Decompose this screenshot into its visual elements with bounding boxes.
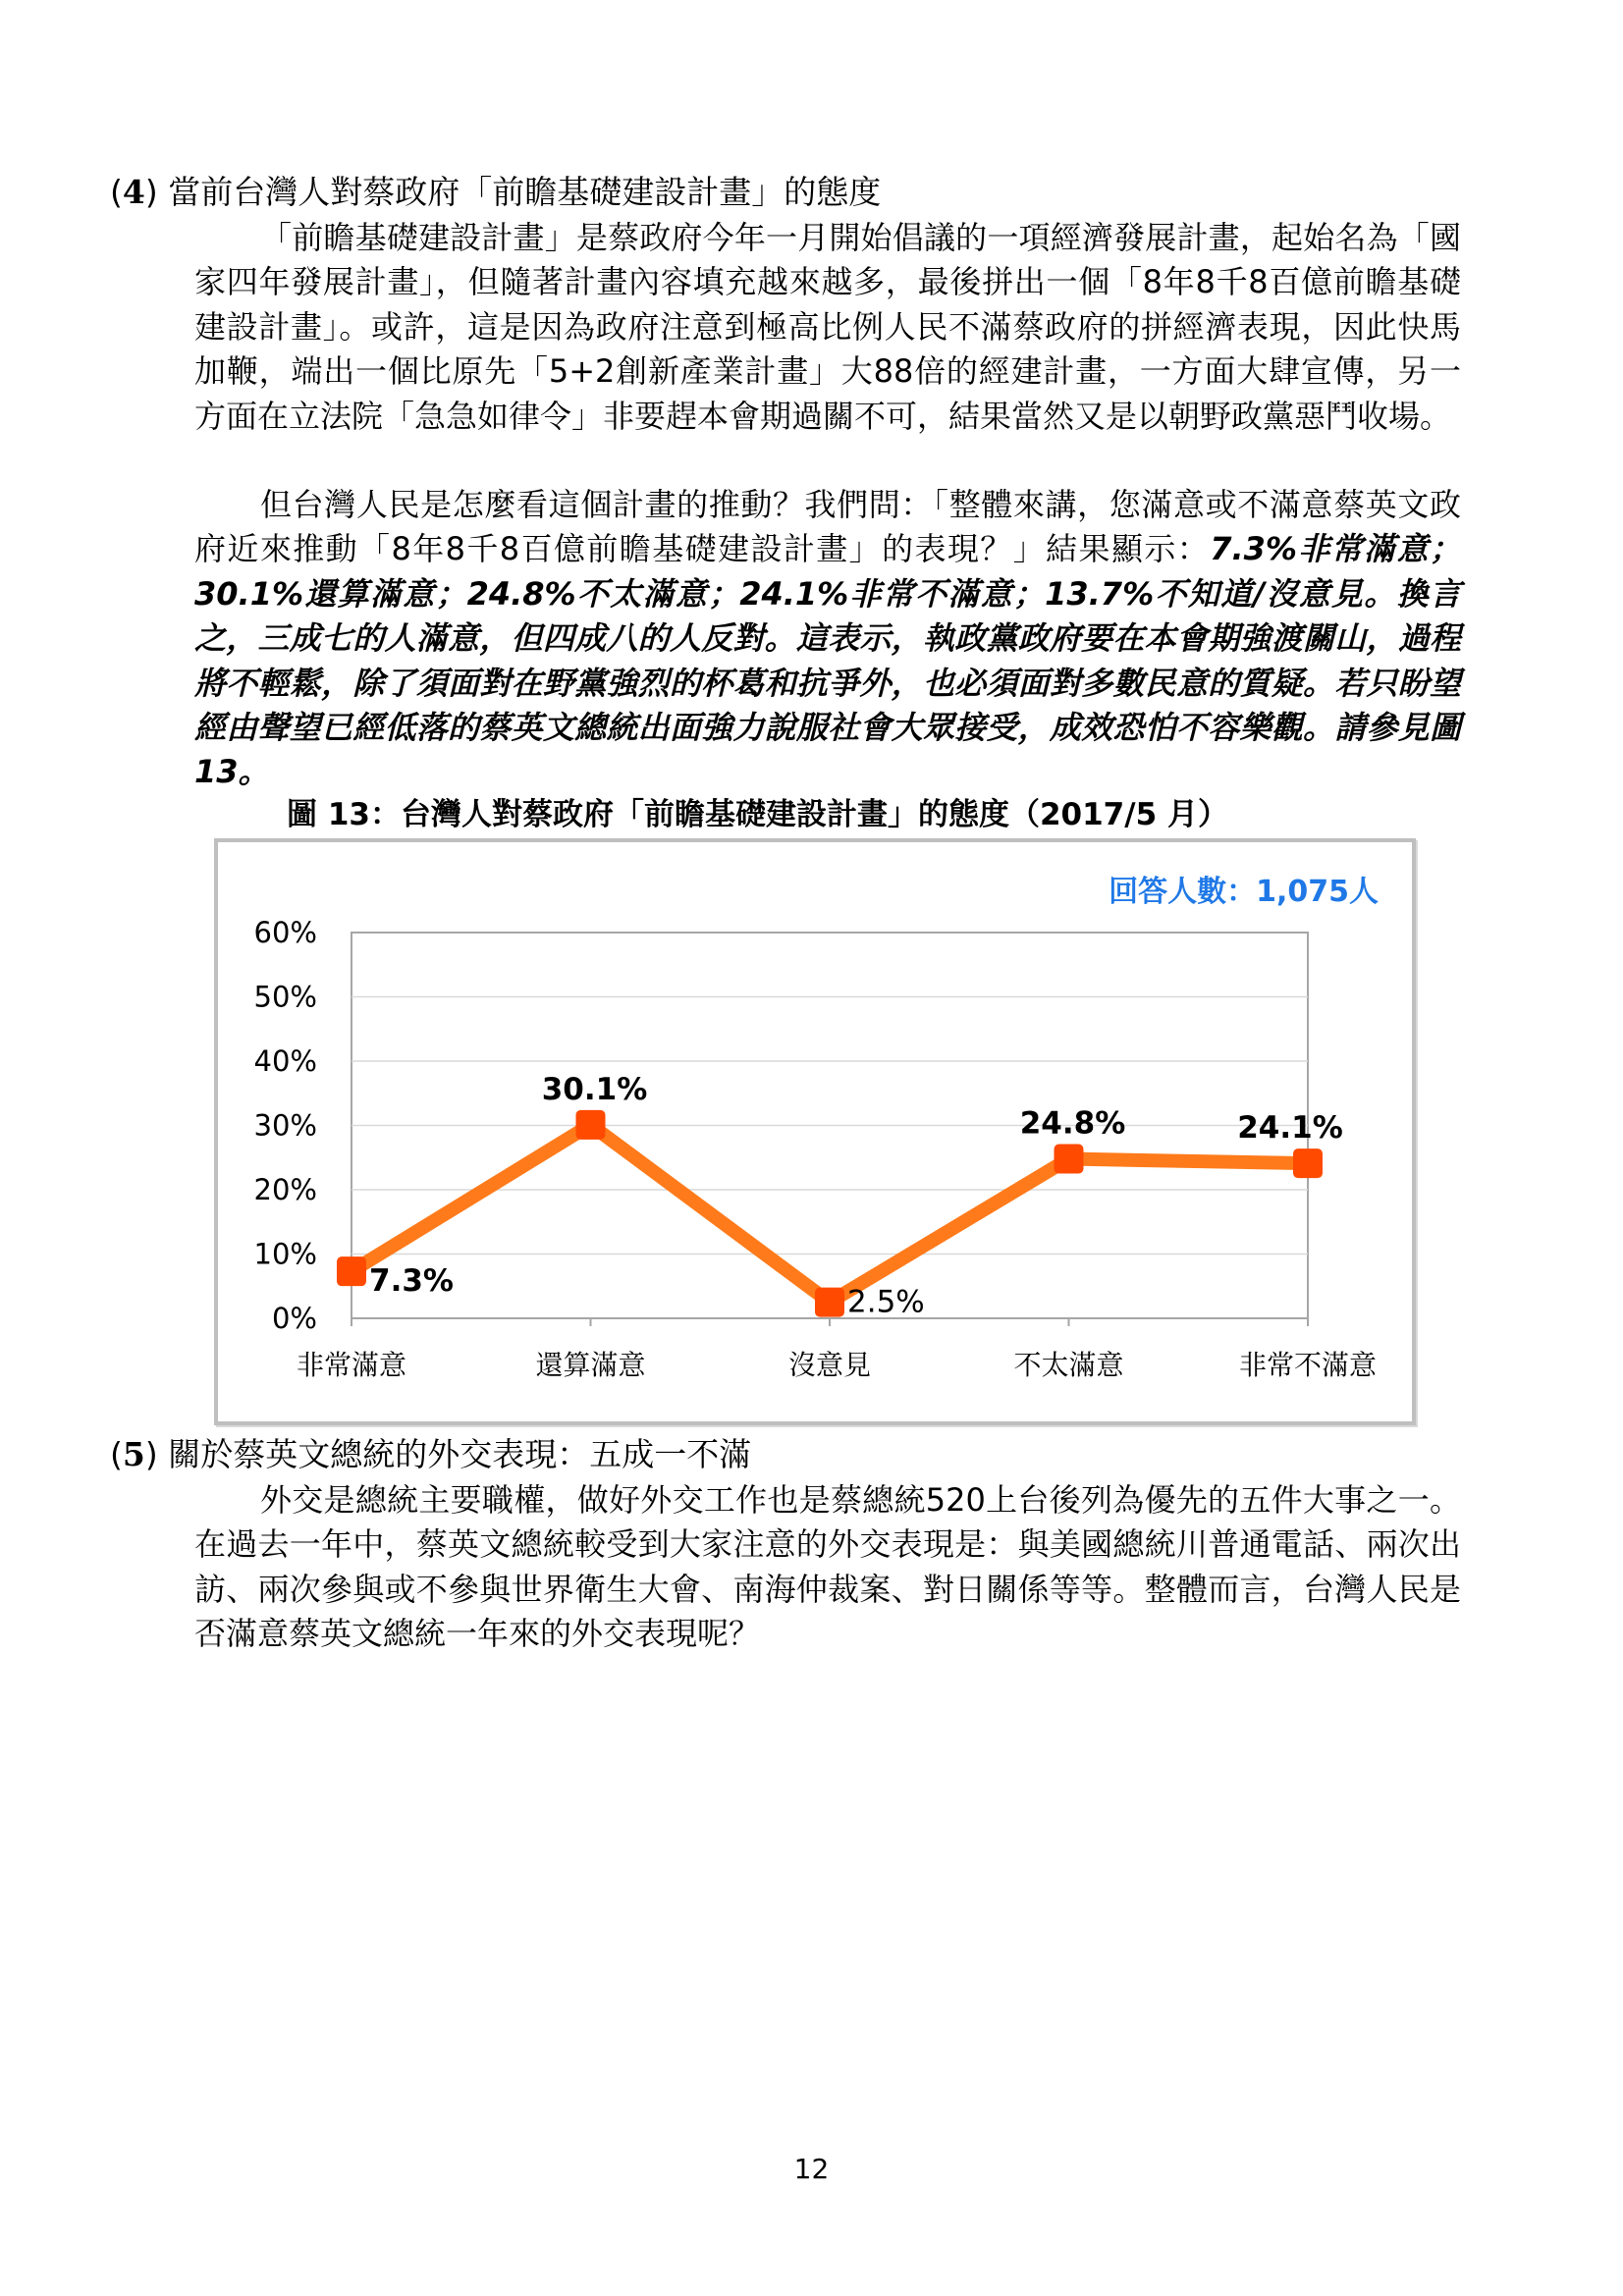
data-point-marker <box>1293 1148 1323 1178</box>
y-tick-label: 50% <box>253 980 317 1014</box>
figure-caption: 圖 13：台灣人對蔡政府「前瞻基礎建設計畫」的態度（2017/5 月） <box>287 797 1228 832</box>
data-point-marker <box>337 1256 366 1286</box>
section-4-number: 4 <box>122 173 145 211</box>
y-tick-label: 30% <box>253 1108 317 1143</box>
section-4-title: 當前台灣人對蔡政府「前瞻基礎建設計畫」的態度 <box>168 173 882 211</box>
data-label: 30.1% <box>541 1071 648 1107</box>
data-point-marker <box>1055 1145 1084 1174</box>
x-tick-label: 沒意見 <box>787 1349 872 1381</box>
survey-question-text: 但台灣人民是怎麼看這個計畫的推動？我們問：「整體來講，您滿意或不滿意蔡英文政府近來推動「8年8千8百億前瞻基礎建設計畫」的表現？」結果顯示： <box>194 486 1461 568</box>
chart-frame <box>214 838 1416 1425</box>
data-label: 24.1% <box>1237 1110 1343 1147</box>
section-5-title: 關於蔡英文總統的外交表現：五成一不滿 <box>168 1435 752 1473</box>
paragraph-diplomacy: 外交是總統主要職權，做好外交工作也是蔡總統520上台後列為優先的五件大事之一。在過去一年中，蔡英文總統較受到大家注意的外交表現是：與美國總統川普通電話、兩次出訪、兩次參與或不參與世界衛生大會、南海仲裁案、對日關係等等。整體而言，台灣人民是否滿意蔡英文總統一年來的外交表現呢？ <box>194 1481 1461 1653</box>
paragraph-infrastructure-plan: 「前瞻基礎建設計畫」是蔡政府今年一月開始倡議的一項經濟發展計畫，起始名為「國家四年發展計畫」，但隨著計畫內容填充越來越多，最後拼出一個「8年8千8百億前瞻基礎建設計畫」。或許，這是因為政府注意到極高比例人民不滿蔡政府的拼經濟表現，因此快馬加鞭，端出一個比原先「5+2創新產業計畫」大88倍的經建計畫，一方面大肆宣傳，另一方面在立法院「急急如律令」非要趕本會期過關不可，結果當然又是以朝野政黨惡鬥收場。 <box>194 219 1461 435</box>
x-tick-label: 不太滿意 <box>1013 1349 1124 1381</box>
data-label: 24.8% <box>1019 1105 1126 1142</box>
x-tick-label: 非常不滿意 <box>1238 1349 1378 1381</box>
y-tick-label: 40% <box>253 1044 317 1078</box>
line-chart <box>218 842 1412 1421</box>
section-5-heading: (5) 關於蔡英文總統的外交表現：五成一不滿 <box>110 1435 752 1473</box>
data-point-marker <box>815 1288 844 1317</box>
page-number: 12 <box>793 2153 830 2185</box>
data-point-marker <box>576 1110 606 1140</box>
y-tick-label: 0% <box>271 1302 317 1335</box>
paragraph-survey-results <box>194 483 1461 795</box>
data-label: 7.3% <box>369 1263 454 1300</box>
survey-results-emphasis: 7.3%非常滿意；30.1%還算滿意；24.8%不太滿意；24.1%非常不滿意；13.7%不知道/沒意見。換言之，三成七的人滿意，但四成八的人反對。這表示，執政黨政府要在本會期強渡關山，過程將不輕鬆，除了須面對在野黨強烈的杯葛和抗爭外，也必須面對多數民意的質疑。若只盼望經由聲望已經低落的蔡英文總統出面強力說服社會大眾接受，成效恐怕不容樂觀。請參見圖13。 <box>194 530 1461 791</box>
section-4-heading: (4) 當前台灣人對蔡政府「前瞻基礎建設計畫」的態度 <box>110 173 882 211</box>
y-tick-label: 20% <box>253 1173 317 1206</box>
data-label: 2.5% <box>847 1284 925 1320</box>
y-tick-label: 60% <box>253 916 317 949</box>
respondent-count-annotation: 回答人數：1,075人 <box>1109 875 1379 909</box>
series-line <box>352 1125 1308 1303</box>
x-tick-label: 還算滿意 <box>535 1349 646 1381</box>
section-5-number: 5 <box>122 1435 145 1473</box>
x-tick-label: 非常滿意 <box>296 1349 407 1381</box>
y-tick-label: 10% <box>253 1237 317 1271</box>
